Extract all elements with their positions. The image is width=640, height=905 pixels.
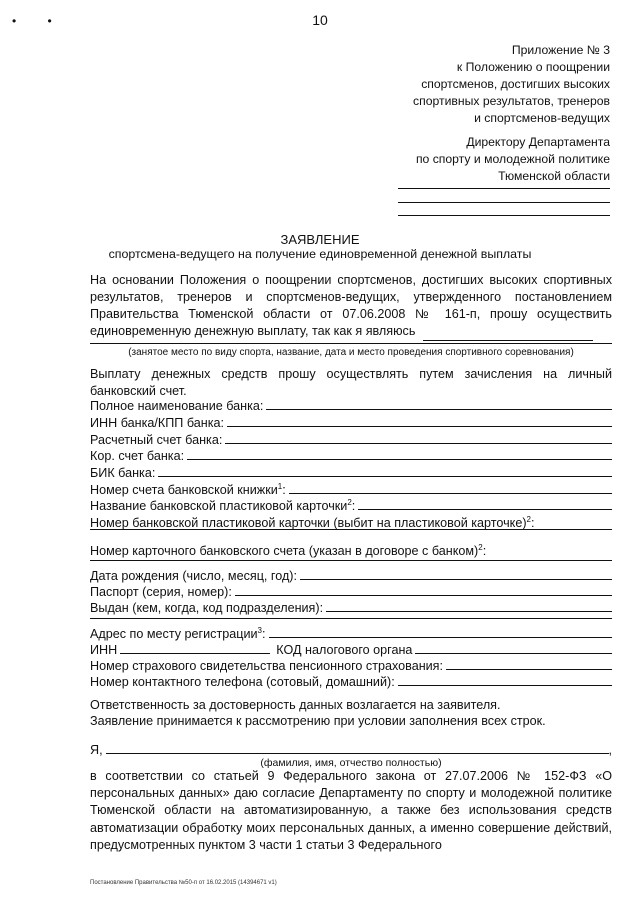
book-label: Номер счета банковской книжки: [90, 483, 278, 497]
field-corr: [90, 446, 612, 463]
field-passport: [90, 582, 612, 599]
addressee-blank-2[interactable]: [398, 202, 610, 203]
field-card-no: [90, 513, 612, 530]
field-birth: [90, 566, 612, 583]
field-label: Номер страхового свидетельства пенсионного страхования:: [90, 659, 444, 673]
footnote-mark: 2: [347, 497, 352, 507]
fio-caption: (фамилия, имя, отчество полностью): [260, 757, 442, 769]
addressee-blank-3[interactable]: [398, 215, 610, 216]
field-label: [90, 515, 535, 530]
appendix-line: и спортсменов-ведущих: [474, 111, 610, 125]
field-label: Паспорт (серия, номер):: [90, 585, 232, 599]
field-phone: [90, 672, 612, 689]
document-title: ЗАЯВЛЕНИЕ: [280, 232, 360, 247]
colon: :: [262, 627, 266, 641]
field-label: ИНН банка/КПП банка:: [90, 416, 225, 430]
appendix-block: [413, 42, 610, 127]
field-label: [90, 543, 486, 558]
payment-paragraph: Выплату денежных средств прошу осуществлять путем зачисления на личный банковский счет.: [90, 367, 612, 398]
field-label: [90, 498, 355, 513]
bik-input[interactable]: [158, 476, 612, 477]
fio-input[interactable]: [106, 753, 609, 754]
intro-fill-blank[interactable]: [423, 323, 593, 341]
scan-marks: • •: [12, 14, 66, 28]
field-label: Расчетный счет банка:: [90, 433, 223, 447]
account-input[interactable]: [225, 443, 612, 444]
appendix-line: Приложение № 3: [511, 43, 610, 57]
field-issued: [90, 598, 612, 615]
field-label: Выдан (кем, когда, код подразделения):: [90, 601, 324, 615]
address-input[interactable]: [269, 637, 613, 638]
field-label: [90, 482, 286, 497]
appendix-line: спортсменов, достигших высоких: [421, 77, 610, 91]
field-account: [90, 430, 612, 447]
field-card-name: [90, 496, 612, 513]
card-no-blank-line[interactable]: [90, 529, 612, 530]
appendix-line: к Положению о поощрении: [456, 60, 610, 74]
field-label: ИНН: [90, 643, 118, 657]
intro-paragraph: [90, 272, 612, 341]
colon: :: [282, 483, 286, 497]
field-fio: [90, 740, 612, 757]
field-label: КОД налогового органа: [276, 643, 413, 657]
card-name-label: Название банковской пластиковой карточки: [90, 499, 348, 513]
footnote-mark: 3: [257, 625, 262, 635]
i-label: Я,: [90, 743, 103, 757]
field-inn-kpp: [90, 413, 612, 430]
book-input[interactable]: [289, 493, 612, 494]
addressee-blank-1[interactable]: [398, 188, 610, 189]
field-pension: [90, 656, 612, 673]
field-address: [90, 624, 612, 641]
field-bank-name: [90, 396, 612, 413]
issued-blank-line[interactable]: [90, 618, 612, 619]
inn-input[interactable]: [120, 653, 270, 654]
field-label: Полное наименование банка:: [90, 399, 264, 413]
bank-name-input[interactable]: [266, 409, 612, 410]
responsibility-text: Ответственность за достоверность данных возлагается на заявителя.: [90, 698, 501, 712]
field-label: Номер контактного телефона (сотовый, домашний):: [90, 675, 395, 689]
addressee-line: Директору Департамента: [466, 135, 610, 149]
field-label: Дата рождения (число, месяц, год):: [90, 569, 297, 583]
issued-input[interactable]: [326, 611, 612, 612]
field-label: [90, 626, 266, 641]
phone-input[interactable]: [398, 685, 612, 686]
footer-note: Постановление Правительства №50-п от 16.02.2015 (14394671 v1): [90, 880, 277, 886]
consent-paragraph: в соответствии со статьей 9 Федерального закона от 27.07.2006 № 152-ФЗ «О персональных данных» даю согласие Департаменту по спорту и молодежной политике Тюменской области на автоматизированную, а также без использования средств автоматизации обработку моих персональных данных, а именно совершение действий, предусмотренных пунктом 3 части 1 статьи 3 Федерального: [90, 769, 612, 852]
document-subtitle: спортсмена-ведущего на получение единовременной денежной выплаты: [108, 247, 532, 261]
address-label: Адрес по месту регистрации: [90, 627, 258, 641]
colon: :: [351, 499, 356, 513]
appendix-line: спортивных результатов, тренеров: [413, 94, 610, 108]
field-book: [90, 480, 612, 497]
tax-code-input[interactable]: [415, 653, 612, 654]
field-label: Кор. счет банка:: [90, 449, 185, 463]
card-acc-label: Номер карточного банковского счета (указан в договоре с банком): [90, 544, 479, 558]
card-name-input[interactable]: [358, 509, 612, 510]
colon: :: [531, 516, 535, 530]
card-no-label: Номер банковской пластиковой карточки (выбит на пластиковой карточке): [90, 516, 527, 530]
card-acc-blank-line[interactable]: [90, 560, 612, 561]
birth-input[interactable]: [300, 579, 612, 580]
place-blank-line[interactable]: [90, 343, 612, 344]
field-bik: [90, 463, 612, 480]
colon: :: [482, 544, 487, 558]
field-card-acc: [90, 541, 612, 558]
place-caption: (занятое место по виду спорта, название, дата и место проведения спортивного соревнования): [128, 347, 574, 358]
pension-input[interactable]: [446, 669, 612, 670]
corr-input[interactable]: [187, 459, 612, 460]
inn-kpp-input[interactable]: [227, 426, 612, 427]
intro-text: На основании Положения о поощрении спортсменов, достигших высоких спортивных результатов, тренеров и спортсменов-ведущих, утвержденного постановлением Правительства Тюменской области от 07.06.2008 № 161-п, прошу осуществить единовременную денежную выплату, так как я являюсь: [90, 273, 612, 338]
page-number: 10: [312, 12, 328, 28]
field-inn-tax: [90, 640, 612, 657]
field-label: БИК банка:: [90, 466, 156, 480]
accepted-text: Заявление принимается к рассмотрению при условии заполнения всех строк.: [90, 714, 546, 728]
footnote-mark: 1: [277, 481, 283, 491]
addressee-line: по спорту и молодежной политике: [415, 152, 610, 166]
addressee-line: Тюменской области: [498, 169, 610, 183]
comma: ,: [608, 743, 612, 757]
addressee-block: [416, 134, 610, 185]
footnote-mark: 2: [478, 542, 483, 552]
footnote-mark: 2: [526, 514, 531, 524]
passport-input[interactable]: [235, 595, 612, 596]
